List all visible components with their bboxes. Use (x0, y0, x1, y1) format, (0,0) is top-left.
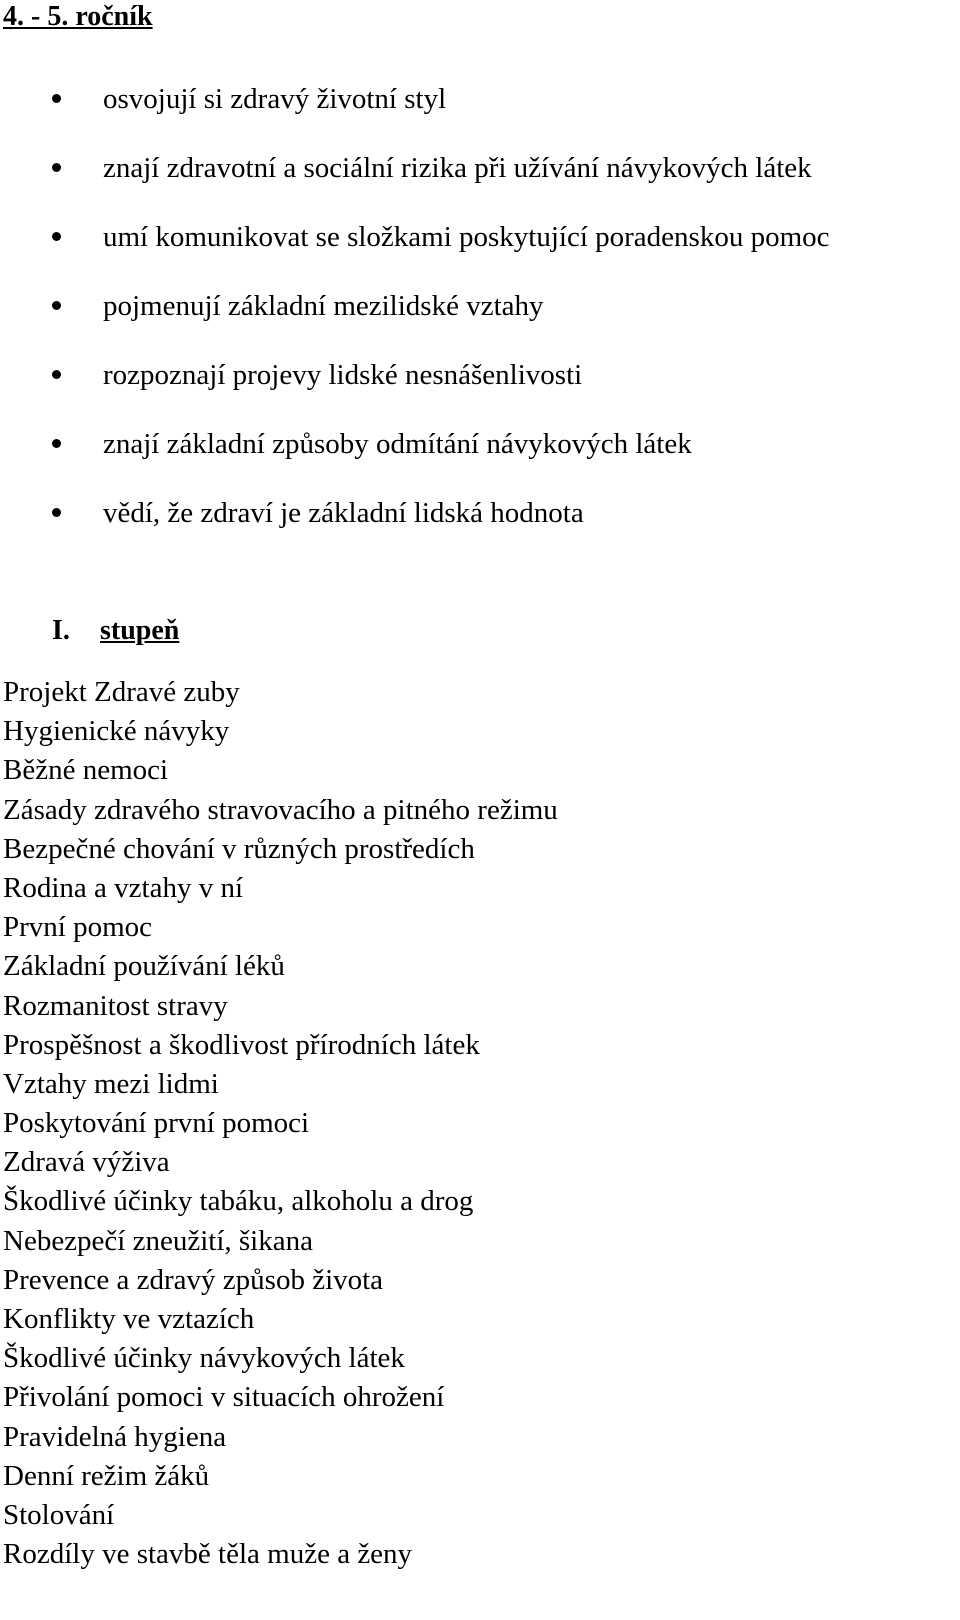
topic-item: Poskytování první pomoci (3, 1107, 310, 1140)
topic-item: Škodlivé účinky tabáku, alkoholu a drog (3, 1185, 474, 1218)
section-number: I. (52, 615, 70, 646)
outcome-text: znají zdravotní a sociální rizika při užívání návykových látek (103, 151, 812, 184)
topic-item: Denní režim žáků (3, 1459, 210, 1492)
topic-item: Škodlivé účinky návykových látek (3, 1342, 405, 1375)
topic-item: Nebezpečí zneužití, šikana (3, 1224, 313, 1257)
topic-item: Prospěšnost a škodlivost přírodních látek (3, 1028, 480, 1061)
topic-item: Zásady zdravého stravovacího a pitného režimu (3, 793, 558, 826)
outcome-text: osvojují si zdravý životní styl (103, 82, 447, 115)
section-label: stupeň (100, 615, 180, 646)
bullet-icon (52, 439, 61, 448)
outcome-text: znají základní způsoby odmítání návykových látek (103, 427, 692, 460)
bullet-icon (52, 163, 61, 172)
grade-heading: 4. - 5. ročník (3, 1, 153, 32)
topic-item: Zdravá výživa (3, 1146, 170, 1179)
outcome-text: pojmenují základní mezilidské vztahy (103, 289, 544, 322)
topic-item: Bezpečné chování v různých prostředích (3, 832, 475, 865)
topic-item: Rozdíly ve stavbě těla muže a ženy (3, 1538, 413, 1571)
topic-item: Prevence a zdravý způsob života (3, 1263, 384, 1296)
topic-item: Rozmanitost stravy (3, 989, 228, 1022)
topic-item: Pravidelná hygiena (3, 1420, 227, 1453)
topic-item: Přivolání pomoci v situacích ohrožení (3, 1381, 445, 1414)
topic-item: Rodina a vztahy v ní (3, 871, 244, 904)
topic-item: První pomoc (3, 911, 153, 944)
topic-item: Hygienické návyky (3, 715, 230, 748)
topic-item: Konflikty ve vztazích (3, 1303, 255, 1335)
topic-item: Vztahy mezi lidmi (3, 1067, 219, 1100)
bullet-icon (52, 508, 61, 517)
bullet-icon (52, 301, 61, 310)
topic-item: Stolování (3, 1498, 115, 1531)
outcome-text: vědí, že zdraví je základní lidská hodnota (103, 496, 584, 529)
bullet-icon (52, 94, 61, 103)
topic-item: Běžné nemoci (3, 754, 169, 787)
topic-item: Základní používání léků (3, 950, 285, 983)
outcome-text: rozpoznají projevy lidské nesnášenlivosti (103, 358, 583, 391)
outcome-text: umí komunikovat se složkami poskytující poradenskou pomoc (103, 220, 830, 253)
bullet-icon (52, 232, 61, 241)
topics-list (3, 673, 558, 1574)
bullet-icon (52, 370, 61, 379)
topic-item: Projekt Zdravé zuby (3, 676, 240, 708)
